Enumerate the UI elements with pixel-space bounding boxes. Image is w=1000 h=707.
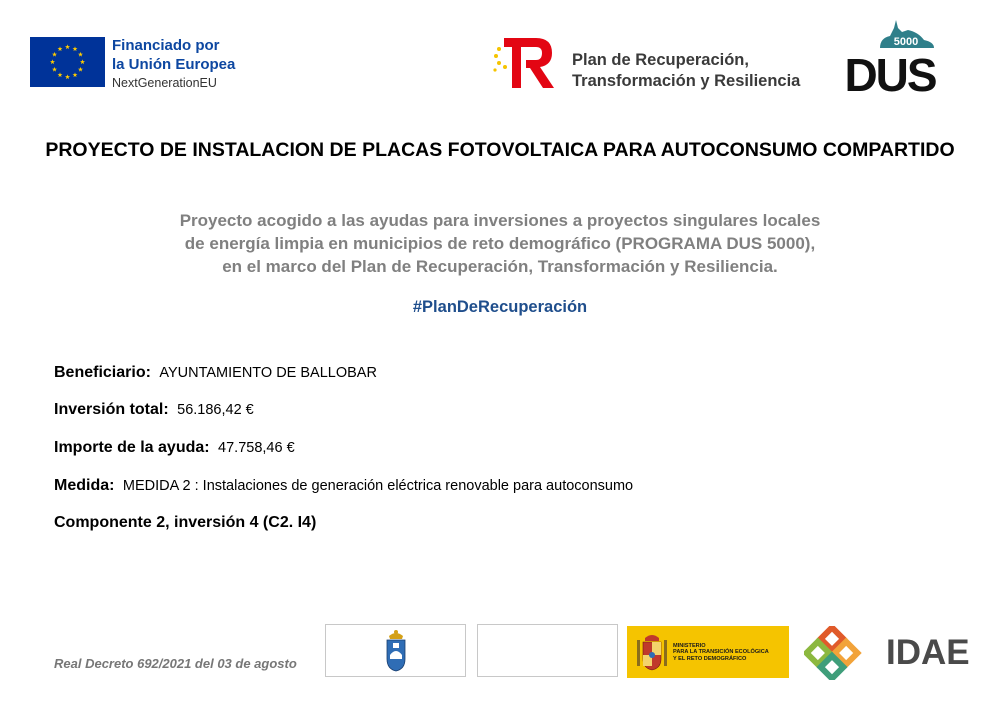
page-title: PROYECTO DE INSTALACION DE PLACAS FOTOVOLTAICA PARA AUTOCONSUMO COMPARTIDO xyxy=(45,139,955,161)
hashtag: #PlanDeRecuperación xyxy=(412,298,588,316)
real-decreto-text: Real Decreto 692/2021 del 03 de agosto xyxy=(54,656,297,671)
eu-line1: Financiado por xyxy=(112,37,220,54)
beneficiario-row xyxy=(54,364,377,382)
coat-of-arms-icon xyxy=(384,629,408,673)
idae-text: IDAE xyxy=(886,633,970,672)
medida-value: MEDIDA 2 : Instalaciones de generación eléctrica renovable para autoconsumo xyxy=(122,478,634,494)
eu-line2: la Unión Europea xyxy=(112,56,236,73)
subtitle-line1: Proyecto acogido a las ayudas para inversiones a proyectos singulares locales xyxy=(179,211,821,230)
inversion-row xyxy=(54,401,254,419)
prtr-text xyxy=(572,50,837,92)
spain-coat-of-arms-icon xyxy=(635,632,669,672)
importe-value: 47.758,46 € xyxy=(218,440,295,456)
prtr-line2: Transformación y Resiliencia xyxy=(572,72,801,90)
ministerio-line2: PARA LA TRANSICIÓN ECOLÓGICA xyxy=(673,649,769,656)
dus-text: DUS xyxy=(844,49,936,94)
inversion-label: Inversión total: xyxy=(54,401,169,418)
beneficiario-value: AYUNTAMIENTO DE BALLOBAR xyxy=(159,365,377,381)
prtr-line1: Plan de Recuperación, xyxy=(572,51,749,69)
idae-logo-icon xyxy=(804,626,882,680)
empty-logo-box xyxy=(477,624,618,677)
medida-label: Medida: xyxy=(54,477,115,494)
importe-label: Importe de la ayuda: xyxy=(54,439,210,456)
coat-of-arms-box xyxy=(325,624,466,677)
componente-row xyxy=(54,514,316,532)
ministerio-line1: MINISTERIO xyxy=(673,643,706,649)
subtitle-line2: de energía limpia en municipios de reto demográfico (PROGRAMA DUS 5000), xyxy=(184,234,816,253)
eu-funding-text xyxy=(112,36,282,92)
eu-line3: NextGenerationEU xyxy=(112,76,217,90)
ministerio-logo xyxy=(627,626,789,678)
subtitle-line3: en el marco del Plan de Recuperación, Transformación y Resiliencia. xyxy=(222,257,778,276)
inversion-value: 56.186,42 € xyxy=(177,402,254,418)
medida-row xyxy=(54,477,633,495)
ministerio-line3: Y EL RETO DEMOGRÁFICO xyxy=(673,655,747,662)
subtitle xyxy=(100,209,900,278)
componente-label: Componente 2, inversión 4 (C2. I4) xyxy=(54,514,317,531)
beneficiario-label: Beneficiario: xyxy=(54,364,151,381)
importe-row xyxy=(54,439,295,457)
prtr-logo-icon xyxy=(490,34,558,90)
dus-5000-logo-icon xyxy=(836,14,948,94)
dus-number: 5000 xyxy=(893,36,919,48)
eu-flag-icon xyxy=(30,37,105,87)
